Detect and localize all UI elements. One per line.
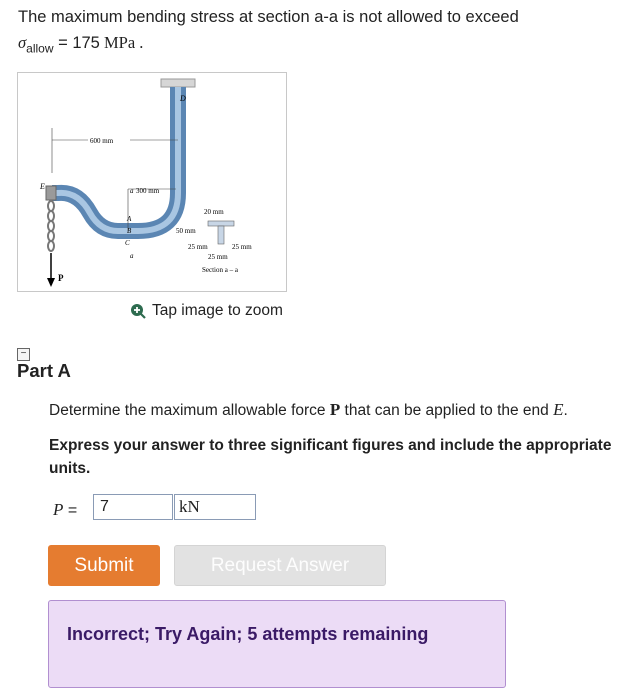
part-title: Part A	[17, 360, 71, 381]
submit-button[interactable]: Submit	[48, 545, 160, 586]
zoom-label: Tap image to zoom	[152, 302, 283, 319]
equals-sign: =	[53, 34, 73, 52]
question-text	[49, 400, 568, 420]
zoom-in-icon	[130, 303, 146, 319]
bracket-highlight	[52, 87, 178, 231]
dim-25a: 25 mm	[188, 243, 208, 251]
answer-label	[53, 500, 77, 520]
answer-unit-input[interactable]	[174, 494, 256, 520]
t-section-web	[218, 226, 224, 244]
sigma-symbol: σ	[18, 33, 27, 52]
question-point: E	[553, 400, 564, 419]
problem-figure[interactable]	[17, 72, 287, 292]
label-a: A	[127, 215, 132, 223]
label-b: B	[127, 227, 132, 235]
t-section-flange	[208, 221, 234, 226]
request-answer-button[interactable]: Request Answer	[174, 545, 386, 586]
ceiling-support	[161, 79, 195, 87]
label-p: P	[58, 273, 64, 283]
bracket-diagram	[18, 73, 286, 291]
label-d: D	[180, 94, 186, 103]
dim-25b: 25 mm	[232, 243, 252, 251]
allowable-stress	[18, 33, 143, 55]
answer-instruction: Express your answer to three significant figures and include the appropriate units.	[49, 437, 612, 477]
problem-statement	[18, 8, 519, 27]
dim-50: 50 mm	[176, 227, 196, 235]
force-arrowhead	[47, 278, 55, 287]
zoom-hint[interactable]	[130, 302, 283, 320]
collapse-toggle[interactable]: −	[17, 348, 30, 361]
chain	[48, 201, 54, 251]
dim-600: 600 mm	[90, 137, 114, 145]
bracket-body	[52, 87, 178, 231]
answer-equals: =	[63, 502, 78, 519]
answer-value-input[interactable]	[93, 494, 173, 520]
label-c: C	[125, 239, 130, 247]
stress-units: MPa .	[99, 33, 144, 52]
question-force: P	[329, 400, 341, 419]
end-cap	[46, 186, 56, 200]
question-suffix: .	[563, 402, 568, 419]
dim-25c: 25 mm	[208, 253, 228, 261]
question-prefix: Determine the maximum allowable force	[49, 402, 330, 419]
feedback-message: Incorrect; Try Again; 5 attempts remaining	[67, 624, 429, 644]
stress-value: 175	[72, 34, 100, 52]
dim-20: 20 mm	[204, 208, 224, 216]
label-e: E	[40, 182, 45, 191]
problem-line1: The maximum bending stress at section a-a is not allowed to exceed	[18, 8, 519, 26]
question-middle: that can be applied to the end	[340, 402, 554, 419]
label-a-bottom: a	[130, 252, 134, 260]
dim-300: 300 mm	[136, 187, 160, 195]
answer-variable: P	[53, 500, 64, 519]
section-label: Section a – a	[202, 266, 238, 274]
sigma-subscript: allow	[26, 41, 54, 56]
label-a-top: a	[130, 187, 134, 195]
feedback-box	[48, 600, 506, 688]
